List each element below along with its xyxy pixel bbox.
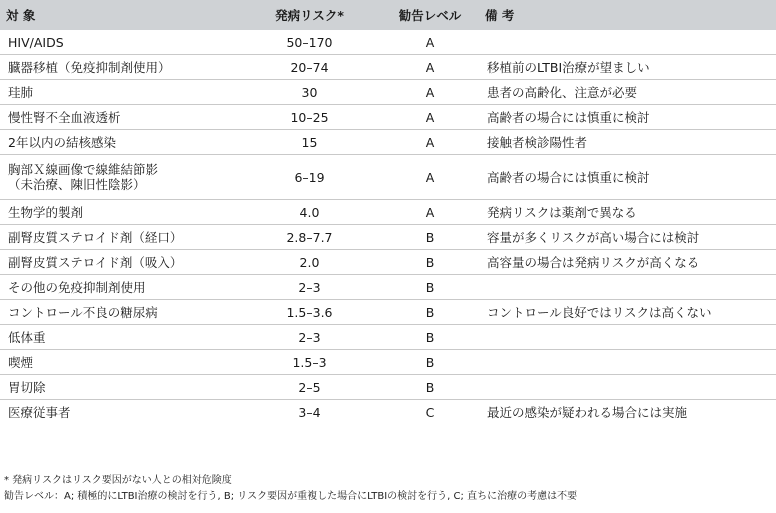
- cell-remarks: [479, 350, 776, 375]
- cell-remarks: [479, 400, 776, 425]
- cell-text: 30: [301, 84, 318, 100]
- header-risk: 発病リスク*: [238, 0, 381, 30]
- cell-risk: [238, 30, 381, 55]
- cell-risk: [238, 275, 381, 300]
- cell-text: 慢性腎不全血液透析: [8, 109, 121, 125]
- cell-text: 20–74: [290, 59, 329, 75]
- cell-text: 50–170: [286, 34, 333, 50]
- cell-text: 高齢者の場合には慎重に検討: [487, 109, 650, 125]
- cell-remarks: [479, 130, 776, 155]
- table-header: [0, 0, 776, 30]
- header-target: 対 象: [0, 0, 238, 30]
- table-row: [0, 200, 776, 225]
- cell-level: [381, 375, 479, 400]
- cell-text: 最近の感染が疑われる場合には実施: [487, 404, 688, 420]
- cell-target: [0, 300, 238, 325]
- cell-text: B: [425, 279, 435, 295]
- cell-text: 2年以内の結核感染: [8, 134, 116, 150]
- cell-target: [0, 155, 238, 200]
- table-row: [0, 80, 776, 105]
- cell-text: 発病リスクは薬剤で異なる: [487, 204, 637, 220]
- cell-text: A: [425, 84, 435, 100]
- table-body: [0, 30, 776, 424]
- cell-level: [381, 200, 479, 225]
- cell-text: 1.5–3.6: [286, 304, 333, 320]
- cell-level: [381, 80, 479, 105]
- cell-text: 15: [301, 134, 318, 150]
- cell-target: [0, 250, 238, 275]
- cell-level: [381, 55, 479, 80]
- cell-target: [0, 275, 238, 300]
- cell-remarks: [479, 30, 776, 55]
- cell-risk: [238, 350, 381, 375]
- cell-text: 高容量の場合は発病リスクが高くなる: [487, 254, 700, 270]
- risk-footnote: * 発病リスクはリスク要因がない人との相対危険度: [4, 475, 232, 486]
- cell-level: [381, 250, 479, 275]
- cell-text: 副腎皮質ステロイド剤（経口）: [8, 229, 183, 245]
- cell-risk: [238, 250, 381, 275]
- header-level: 勧告レベル: [381, 0, 479, 30]
- cell-remarks: [479, 55, 776, 80]
- header-row: [0, 0, 776, 30]
- cell-text: 医療従事者: [8, 404, 71, 420]
- cell-target: [0, 225, 238, 250]
- cell-text: コントロール良好ではリスクは高くない: [487, 304, 712, 320]
- cell-level: [381, 105, 479, 130]
- cell-level: [381, 155, 479, 200]
- cell-risk: [238, 80, 381, 105]
- cell-risk: [238, 155, 381, 200]
- cell-text: （未治療、陳旧性陰影）: [8, 177, 146, 192]
- table-row: [0, 55, 776, 80]
- cell-remarks: [479, 225, 776, 250]
- cell-text: 胃切除: [8, 379, 46, 395]
- cell-target: [0, 350, 238, 375]
- cell-text: 胸部Ｘ線画像で線維結節影: [8, 162, 159, 177]
- table-row: [0, 105, 776, 130]
- cell-text: A: [425, 169, 435, 185]
- cell-level: [381, 30, 479, 55]
- cell-remarks: [479, 105, 776, 130]
- table-row: [0, 30, 776, 55]
- cell-risk: [238, 55, 381, 80]
- cell-text: 4.0: [299, 204, 320, 220]
- cell-level: [381, 300, 479, 325]
- cell-text: 10–25: [290, 109, 329, 125]
- header-remarks: 備 考: [479, 0, 776, 30]
- cell-text: B: [425, 304, 435, 320]
- cell-text: コントロール不良の糖尿病: [8, 304, 158, 320]
- cell-remarks: [479, 155, 776, 200]
- cell-remarks: [479, 200, 776, 225]
- cell-remarks: [479, 325, 776, 350]
- cell-text: 接触者検診陽性者: [487, 134, 588, 150]
- cell-text: A: [425, 59, 435, 75]
- cell-remarks: [479, 250, 776, 275]
- cell-level: [381, 275, 479, 300]
- cell-risk: [238, 105, 381, 130]
- cell-text: A: [425, 134, 435, 150]
- cell-target: [0, 130, 238, 155]
- table-row: [0, 400, 776, 425]
- cell-text: HIV/AIDS: [8, 34, 64, 50]
- cell-text: B: [425, 379, 435, 395]
- cell-text: 高齢者の場合には慎重に検討: [487, 169, 650, 185]
- cell-target: [0, 200, 238, 225]
- cell-risk: [238, 200, 381, 225]
- cell-text: その他の免疫抑制剤使用: [8, 279, 146, 295]
- cell-remarks: [479, 300, 776, 325]
- cell-text: 2–5: [298, 379, 321, 395]
- cell-text: B: [425, 254, 435, 270]
- cell-target: [0, 55, 238, 80]
- table-row: [0, 300, 776, 325]
- cell-text: B: [425, 229, 435, 245]
- cell-level: [381, 350, 479, 375]
- cell-target: [0, 375, 238, 400]
- cell-target: [0, 400, 238, 425]
- cell-text: 2.0: [299, 254, 320, 270]
- cell-text: 6–19: [294, 169, 325, 185]
- cell-target: [0, 105, 238, 130]
- cell-text: 生物学的製剤: [8, 204, 84, 220]
- table-row: [0, 375, 776, 400]
- cell-text: 2–3: [298, 329, 321, 345]
- table-row: [0, 275, 776, 300]
- table-row: [0, 155, 776, 200]
- cell-level: [381, 325, 479, 350]
- cell-risk: [238, 225, 381, 250]
- cell-text: 喫煙: [8, 354, 34, 370]
- table-row: [0, 350, 776, 375]
- footnotes: [4, 473, 577, 505]
- cell-level: [381, 130, 479, 155]
- table-row: [0, 250, 776, 275]
- cell-target: [0, 325, 238, 350]
- table-row: [0, 225, 776, 250]
- cell-text: A: [425, 34, 435, 50]
- cell-text: 珪肺: [8, 84, 34, 100]
- cell-text: 臓器移植（免疫抑制剤使用）: [8, 59, 171, 75]
- cell-target: [0, 80, 238, 105]
- cell-text: 2.8–7.7: [286, 229, 333, 245]
- cell-text: 副腎皮質ステロイド剤（吸入）: [8, 254, 183, 270]
- cell-target: [0, 30, 238, 55]
- cell-text: 3–4: [298, 404, 321, 420]
- cell-text: C: [425, 404, 435, 420]
- cell-text: 移植前のLTBI治療が望ましい: [487, 59, 650, 75]
- table-row: [0, 130, 776, 155]
- cell-text: A: [425, 204, 435, 220]
- cell-text: 患者の高齢化、注意が必要: [487, 84, 638, 100]
- cell-risk: [238, 400, 381, 425]
- cell-risk: [238, 325, 381, 350]
- cell-remarks: [479, 275, 776, 300]
- cell-level: [381, 400, 479, 425]
- cell-risk: [238, 130, 381, 155]
- cell-text: 低体重: [8, 329, 46, 345]
- cell-text: B: [425, 354, 435, 370]
- table-row: [0, 325, 776, 350]
- cell-remarks: [479, 375, 776, 400]
- cell-remarks: [479, 80, 776, 105]
- cell-level: [381, 225, 479, 250]
- cell-text: B: [425, 329, 435, 345]
- cell-text: A: [425, 109, 435, 125]
- cell-text: 容量が多くリスクが高い場合には検討: [487, 229, 700, 245]
- level-footnote: 勧告レベル：A; 積極的にLTBI治療の検討を行う, B; リスク要因が重複した場合にLTBIの検討を行う, C; 直ちに治療の考慮は不要: [4, 491, 578, 502]
- cell-text: 2–3: [298, 279, 321, 295]
- cell-risk: [238, 300, 381, 325]
- cell-risk: [238, 375, 381, 400]
- cell-text: 1.5–3: [292, 354, 327, 370]
